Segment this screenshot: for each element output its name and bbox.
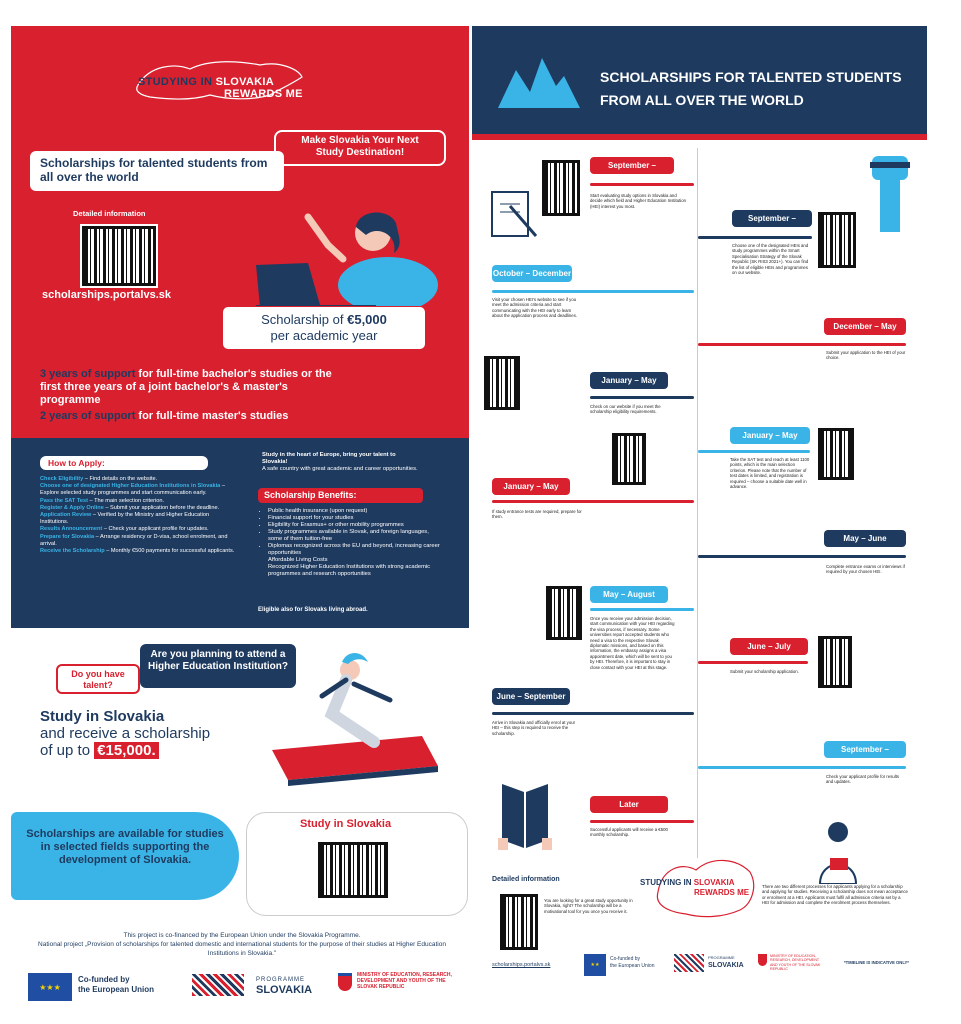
support-bachelor-text: for full-time bachelor's studies or the first three years of a joint bachelor's & master's programme (40, 368, 332, 406)
slovakia-label: SLOVAKIA (256, 984, 313, 996)
step-text: Complete entrance exams or interviews if required by your chosen HEI. (826, 564, 905, 575)
open-book-icon (496, 778, 554, 852)
step-text: If study entrance tests are required, prepare for them. (492, 509, 582, 520)
ministry-crest-icon (338, 973, 352, 991)
step-label: January – May (590, 372, 668, 389)
talent-question: Do you have talent? (71, 669, 125, 690)
logo-slovakia: SLOVAKIA (215, 76, 274, 88)
right-url[interactable]: scholarships.portalvs.sk (492, 962, 551, 968)
headline-box (30, 151, 284, 191)
step-label: September – (824, 741, 906, 758)
available-box (11, 812, 239, 900)
apply-step-text: – Verified by the Ministry and Higher Education Institutions. (40, 512, 210, 526)
support-master-text: for full-time master's studies (135, 410, 289, 422)
connector (698, 555, 906, 558)
eu-flag: ★★★ (28, 973, 72, 1001)
step-text: Arrive in Slovakia and officially enrol at your HEI – this step is required to receive the scholarship. (492, 720, 576, 736)
support-bachelor-highlight: 3 years of support (40, 368, 136, 380)
step-label: January – May (492, 478, 570, 495)
right-detailed-info: Detailed information (492, 876, 560, 883)
eu-line1: Co-funded by (78, 975, 130, 984)
qr-code (818, 428, 854, 480)
available-text: Scholarships are available for studies in selected fields supporting the development of Slovakia. (26, 828, 224, 866)
apply-step-text: – The main selection criterion. (87, 497, 165, 504)
apply-step-text: – Explore selected study programmes and start communication early. (40, 483, 225, 497)
plan-question: Are you planning to attend a Higher Education Institution? (148, 649, 288, 672)
amount-prefix: Scholarship of (261, 312, 348, 327)
url-left[interactable]: scholarships.portalvs.sk (42, 289, 171, 301)
study-title: Study in Slovakia (40, 708, 165, 725)
connector (590, 608, 694, 611)
right-logo (640, 878, 749, 898)
study-promo (40, 708, 280, 759)
footer-text (36, 931, 448, 958)
apply-steps (40, 476, 236, 555)
apply-step-head: Pass the SAT Test (40, 497, 88, 504)
qr-code-study (318, 842, 388, 898)
speech-bubble (274, 130, 446, 166)
ministry-text: MINISTRY OF EDUCATION, RESEARCH, DEVELOPMENT AND YOUTH OF THE SLOVAK REPUBLIC (357, 972, 452, 990)
apply-step (40, 498, 236, 505)
apply-step (40, 534, 236, 548)
connector (492, 290, 694, 293)
qr-code (484, 356, 520, 410)
qr-code-left (82, 226, 156, 286)
step-text: Check on our website if you meet the scholarship eligibility requirements. (590, 404, 661, 415)
heart-of-europe (262, 452, 422, 474)
logo-rewards-me: REWARDS ME (224, 88, 303, 100)
step-label: October – December (492, 265, 572, 282)
step-text: Choose one of the designated HEIs and study programmes within the Smart Specialisation Strategy of the Slovak Republic (SK RIS3 2021+). You can find the list of eligible HEIs and programmes on our website. (732, 243, 809, 276)
speech-bubble-text: Make Slovakia Your Next Study Destination! (301, 135, 419, 158)
step-text: Successful applicants will receive a €500 monthly scholarship. (590, 827, 668, 838)
right-eu-line2: the European Union (610, 963, 655, 969)
apply-step-head: Prepare for Slovakia (40, 533, 95, 540)
apply-step-text: – Submit your application before the deadline. (103, 504, 220, 511)
heart-text: Study in the heart of Europe, bring your talent to Slovakia! (262, 452, 396, 466)
looking-text: You are looking for a great study opportunity in Slovakia, right? The scholarship will be a motivational tool for you once you receive it. (544, 898, 633, 914)
apply-step (40, 476, 236, 483)
how-to-apply-title (40, 456, 208, 470)
qr-code (612, 433, 646, 485)
apply-step-head: Choose one of designated Higher Education Institutions in Slovakia (40, 483, 221, 490)
right-ministry-crest-icon (758, 954, 767, 966)
connector (698, 450, 810, 453)
programme-text (256, 975, 312, 995)
national-project-text: National project „Provision of scholarships for talented domestic and international students for the purpose of their studies at Higher Education Institutions in Slovakia." (38, 941, 446, 957)
benefit-item: • Study programmes available in Slovak, and foreign languages, some of them tuition-free (268, 529, 440, 543)
apply-step-head: Application Review (40, 512, 92, 519)
reading-person-icon (812, 818, 864, 884)
benefit-item: • Diplomas recognized across the EU and beyond, increasing career opportunities (268, 543, 440, 557)
student-laptop-illustration (248, 205, 443, 313)
right-title-line2: FROM ALL OVER THE WORLD (600, 92, 804, 108)
right-logo-studying: STUDYING IN (640, 878, 692, 887)
detailed-info-label: Detailed information (73, 209, 146, 218)
right-programme-text (708, 954, 744, 970)
apply-step-head: Results Announcement (40, 526, 103, 533)
qr-code (546, 586, 582, 640)
notebook-icon (490, 188, 540, 240)
upto-text: of up to (40, 742, 95, 759)
step-text: Start evaluating study options in Slovakia and decide which field and Higher Education Institution (HEI) interest you most. (590, 193, 687, 209)
apply-step (40, 548, 236, 555)
safe-text: A safe country with great academic and career opportunities. (262, 466, 418, 473)
right-title-line1: SCHOLARSHIPS FOR TALENTED STUDENTS (600, 69, 902, 85)
apply-step (40, 526, 236, 533)
connector (590, 183, 694, 186)
apply-step (40, 505, 236, 512)
qr-code (818, 636, 852, 688)
right-eu-text (610, 956, 654, 970)
step-label: December – May (824, 318, 906, 335)
benefits-title-text: Scholarship Benefits: (264, 490, 357, 500)
step-text: Check your applicant profile for results and updates. (826, 774, 900, 785)
connector (698, 236, 812, 239)
study-box-title: Study in Slovakia (300, 818, 392, 830)
connector (698, 343, 906, 346)
step-text: Submit your application to the HEI of your choice. (826, 350, 906, 361)
benefit-item: • Public health insurance (upon request) (268, 508, 440, 515)
benefit-item: Recognized Higher Education Institutions with strong academic programmes and research opportunities (268, 564, 431, 577)
apply-step-head: Check Eligibility (40, 476, 84, 482)
step-label: May – August (590, 586, 668, 603)
right-logo-slovakia: SLOVAKIA (693, 878, 735, 887)
step-label: June – September (492, 688, 570, 705)
connector (590, 820, 694, 823)
apply-step-head: Register & Apply Online (40, 504, 104, 511)
step-label: June – July (730, 638, 808, 655)
benefit-item: • Eligibility for Erasmus+ or other mobility programmes (268, 522, 440, 529)
qr-code (818, 212, 856, 268)
connector (698, 661, 808, 664)
apply-step-text: – Find details on the website. (83, 476, 158, 482)
logo-studying-in: STUDYING IN (138, 76, 213, 88)
connector (492, 712, 694, 715)
right-eu-flag: ★★ (584, 954, 606, 976)
right-title (600, 66, 902, 112)
headline: Scholarships for talented students from all over the world (40, 156, 268, 184)
receive-line: and receive a scholarship (40, 725, 211, 742)
amount-suffix: per academic year (270, 328, 378, 343)
right-programme-label: PROGRAMME (708, 955, 735, 960)
right-programme-logo (674, 954, 704, 972)
right-eu-line1: Co-funded by (610, 956, 641, 962)
benefits-title (258, 488, 423, 503)
amount-bubble (222, 306, 426, 350)
right-slovakia-label: SLOVAKIA (708, 962, 744, 969)
eu-cofunded (78, 975, 154, 995)
raised-fist-icon (868, 152, 912, 232)
how-to-apply-text: How to Apply: (48, 458, 105, 468)
girl-on-book-illustration (262, 650, 452, 790)
support-master-highlight: 2 years of support (40, 410, 136, 422)
step-label: May – June (824, 530, 906, 547)
step-text: Take the SAT test and reach at least 1100 points, which is the main selection criterion. Please note that the number of test dates is limited, and registration is required – choose a suitable date well in advance. (730, 457, 810, 490)
apply-step (40, 512, 236, 526)
step-label: Later (590, 796, 668, 813)
programme-label: PROGRAMME (256, 977, 306, 983)
cofinance-text: This project is co-financed by the European Union under the Slovakia Programme. (123, 932, 361, 939)
apply-step-text: – Monthly €500 payments for successful applicants. (104, 548, 235, 555)
benefits-list (268, 508, 440, 578)
support-master (40, 410, 370, 423)
mountains-icon (498, 52, 580, 108)
programme-logo (192, 974, 244, 996)
step-label: September – (732, 210, 812, 227)
left-logo (138, 76, 303, 100)
connector (590, 396, 694, 399)
step-label: January – May (730, 427, 810, 444)
processes-text: There are two different processes for applicants applying for a scholarship and applying for studies. Receiving a scholarship does not mean acceptance or enrolment at a HEI. Applicants must fulfil all admission criteria set by a HEI for admission and complete the enrolment process themselves. (762, 884, 908, 906)
talent-bubble (56, 664, 140, 694)
amount-value: €5,000 (347, 312, 387, 327)
step-text: Once you receive your admission decision, start communication with your HEI regarding the visa process, if necessary. Some universities report accepted students who need a visa to the respective Slovak diplomatic missions, and based on this information, the embassy assigns a visa appointment date, which will be sent to you by HEI. Therefore, it is important to stay in close contact with your HEI at this stage. (590, 616, 675, 670)
connector (698, 766, 906, 769)
apply-step-text: – Check your applicant profile for updates. (102, 526, 209, 533)
apply-step (40, 483, 236, 497)
qr-code (542, 160, 580, 216)
step-label: September – (590, 157, 674, 174)
benefit-item: • Financial support for your studies (268, 515, 440, 522)
step-text: Visit your chosen HEI's website to see if you meet the admission criteria and start communicating with the HEI early to learn about the application process and deadlines. (492, 297, 578, 319)
qr-code-bottom (500, 894, 538, 950)
upto-amount: €15,000. (94, 742, 158, 759)
apply-step-head: Receive the Scholarship (40, 548, 105, 555)
slovaks-abroad: Eligible also for Slovaks living abroad. (258, 607, 368, 613)
right-header-stripe (472, 134, 927, 140)
timeline-axis (697, 148, 698, 858)
right-ministry-text: MINISTRY OF EDUCATION, RESEARCH, DEVELOPMENT AND YOUTH OF THE SLOVAK REPUBLIC (770, 954, 821, 972)
support-bachelor (40, 368, 340, 407)
step-text: Submit your scholarship application. (730, 669, 799, 674)
timeline-note: *TIMELINE IS INDICATIVE ONLY* (844, 960, 909, 965)
benefit-item: Affordable Living Costs (268, 557, 328, 563)
right-logo-rewards: REWARDS ME (694, 888, 750, 897)
apply-step-text: – Arrange residency or D-visa, school enrolment, and arrival. (40, 533, 228, 547)
connector (492, 500, 694, 503)
eu-line2: the European Union (78, 985, 154, 994)
